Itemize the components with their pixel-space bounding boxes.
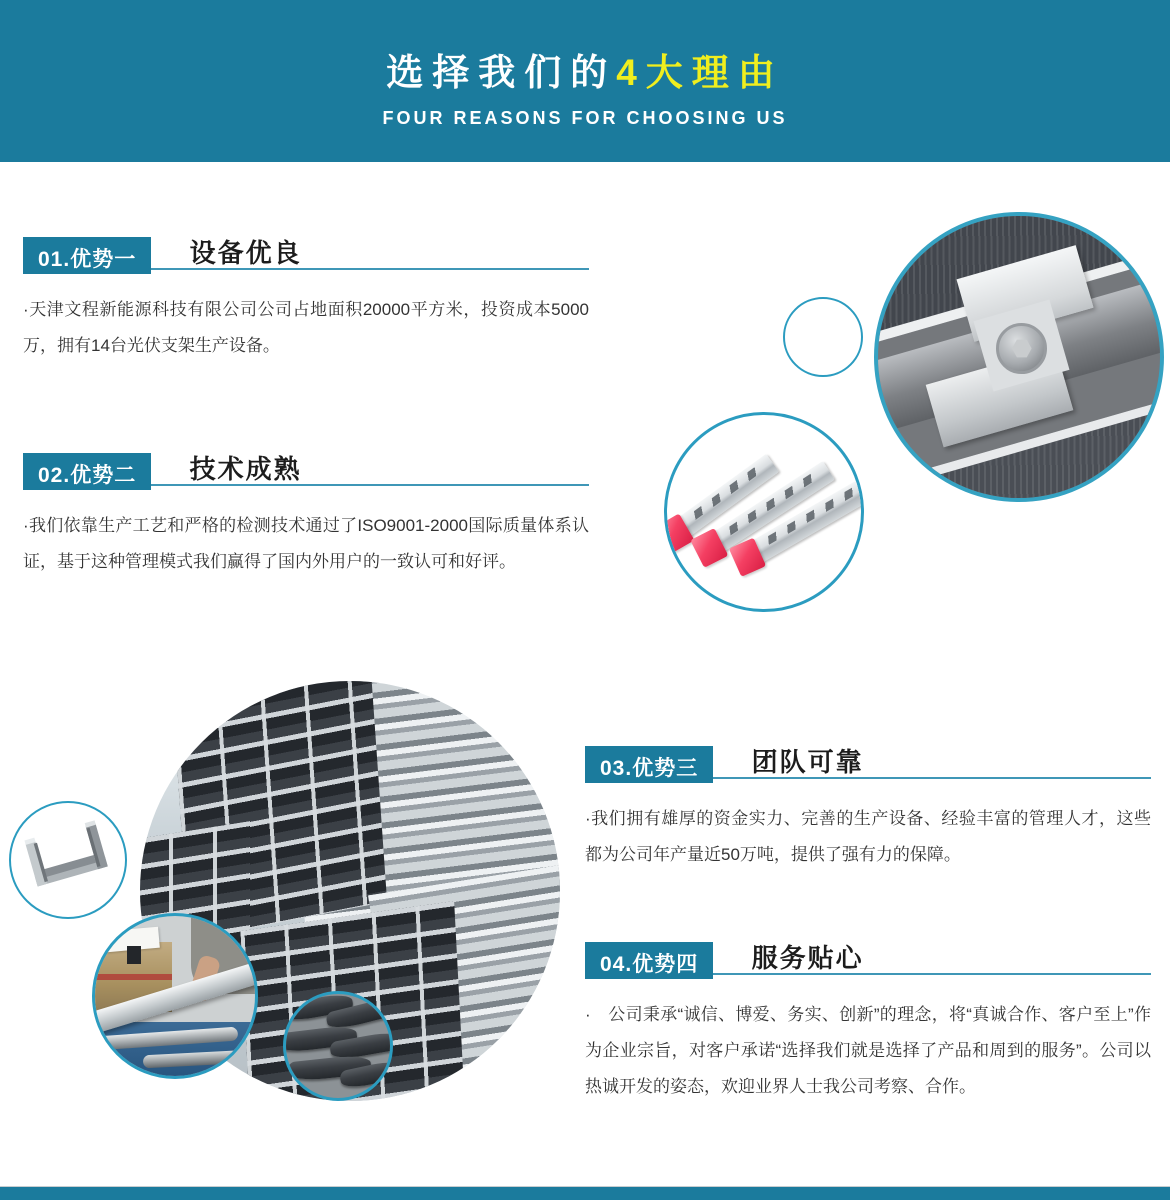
advantage-4-header [585, 938, 1151, 975]
roller-graphic [142, 1048, 258, 1067]
page-title-yellow: 4大理由 [616, 52, 784, 93]
advantage-3-number-badge: 03.优势三 [585, 746, 713, 783]
advantage-block-3 [585, 742, 1151, 873]
hex-bolt-graphic [996, 323, 1047, 374]
advantage-2-body: ·我们依靠生产工艺和严格的检测技术通过了ISO9001-2000国际质量体系认证，基于这种管理模式我们赢得了国内外用户的一致认可和好评。 [23, 516, 589, 571]
advantage-2-number-badge: 02.优势二 [23, 453, 151, 490]
photo-solar-mid-clamp [874, 212, 1164, 502]
advantage-3-title: 团队可靠 [751, 747, 864, 777]
hero-band [0, 0, 1170, 162]
machine-red-label-graphic [92, 974, 172, 980]
advantage-1-header [23, 233, 589, 270]
advantage-3-body: ·我们拥有雄厚的资金实力、完善的生产设备、经验丰富的管理人才，这些都为公司年产量近50万吨，提供了强有力的保障。 [585, 809, 1151, 864]
page-title-white: 选择我们的 [386, 52, 617, 93]
photo-red-cap-braces [664, 412, 864, 612]
decorative-empty-circle [783, 297, 863, 377]
u-channel-graphic [11, 803, 125, 917]
advantage-4-number-badge: 04.优势四 [585, 942, 713, 979]
advantage-3-header [585, 742, 1151, 779]
roller-graphic [92, 1027, 238, 1052]
footer-band [0, 1186, 1170, 1200]
advantage-block-4 [585, 938, 1151, 1105]
advantage-block-1 [23, 233, 589, 364]
photo-dark-steel-bundles [283, 991, 393, 1101]
page-title [0, 0, 1170, 96]
photo-bending-machine [92, 913, 258, 1079]
photo-u-channel-profile [9, 801, 127, 919]
advantage-2-header [23, 449, 589, 486]
advantage-1-number-badge: 01.优势一 [23, 237, 151, 274]
advantage-4-title: 服务贴心 [751, 943, 864, 973]
advantage-1-body: ·天津文程新能源科技有限公司公司占地面积20000平方米，投资成本5000万，拥有14台光伏支架生产设备。 [23, 300, 589, 355]
advantage-2-title: 技术成熟 [189, 454, 302, 484]
machine-screen-graphic [127, 946, 141, 964]
machine-base-graphic [92, 1022, 258, 1079]
advantage-4-body: · 公司秉承“诚信、博爱、务实、创新”的理念，将“真诚合作、客户至上”作为企业宗旨，对客户承诺“选择我们就是选择了产品和周到的服务”。公司以热诚开发的姿态，欢迎业界人士我公司考察、合作。 [585, 1005, 1151, 1096]
advantage-block-2 [23, 449, 589, 580]
advantage-1-title: 设备优良 [189, 238, 302, 268]
page-subtitle: FOUR REASONS FOR CHOOSING US [382, 108, 788, 128]
